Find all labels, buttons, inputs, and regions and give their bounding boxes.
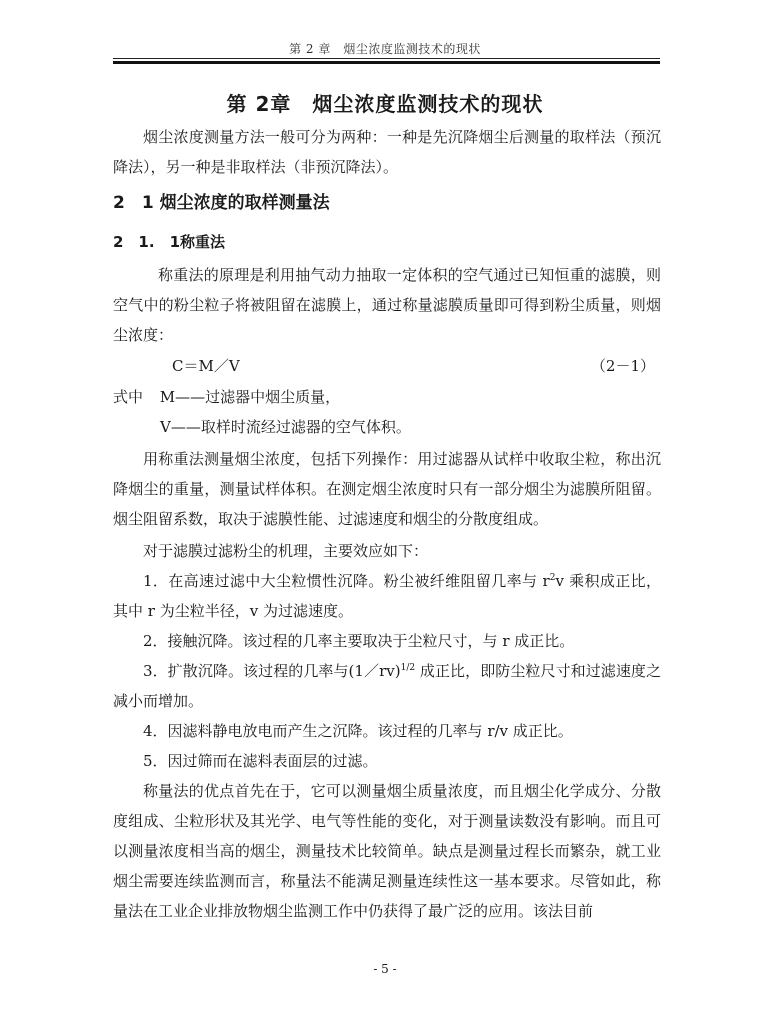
formula-number: （2－1） bbox=[590, 357, 655, 375]
chapter-title: 第 2章 烟尘浓度监测技术的现状 bbox=[226, 92, 544, 116]
m-definition: M——过滤器中烟尘质量， bbox=[159, 388, 341, 406]
mechanism-paragraph: 对于滤膜过滤粉尘的机理，主要效应如下： bbox=[143, 542, 429, 560]
formula-expression: C＝M／V bbox=[172, 357, 240, 375]
where-m-line bbox=[113, 386, 340, 407]
header-rule-thin bbox=[113, 58, 660, 59]
effect-item-3-text-a: 3．扩散沉降。该过程的几率与(1／rv) bbox=[143, 662, 401, 680]
principle-paragraph: 称重法的原理是利用抽气动力抽取一定体积的空气通过已知恒重的滤膜，则空气中的粉尘粒子将被阻留在滤膜上，通过称量滤膜质量即可得到粉尘质量，则烟尘浓度： bbox=[113, 266, 661, 344]
advantages-paragraph: 称量法的优点首先在于，它可以测量烟尘质量浓度，而且烟尘化学成分、分散度组成、尘粒形状及其光学、电气等性能的变化，对于测量读数没有影响。而且可以测量浓度相当高的烟尘，测量技术比较简单。缺点是测量过程长而繁杂，就工业烟尘需要连续监测而言，称量法不能满足测量连续性这一基本要求。尽管如此，称量法在工业企业排放物烟尘监测工作中仍获得了最广泛的应用。该法目前 bbox=[113, 782, 661, 920]
effect-item-1-text-b: v 乘积成正比，其中 r 为尘粒半径，v 为过滤速度。 bbox=[113, 572, 661, 620]
effect-item-5: 5．因过筛而在滤料表面层的过滤。 bbox=[143, 752, 378, 770]
where-lead: 式中 bbox=[113, 388, 144, 406]
formula-line bbox=[113, 355, 661, 379]
running-header: 第 2 章 烟尘浓度监测技术的现状 bbox=[289, 42, 481, 56]
effect-item-1-text-a: 1．在高速过滤中大尘粒惯性沉降。粉尘被纤维阻留几率与 r bbox=[143, 572, 550, 590]
effect-item-1-sup: 2 bbox=[549, 573, 556, 583]
section-heading-2-1-1: 2 1. 1称重法 bbox=[113, 233, 226, 251]
operations-paragraph: 用称重法测量烟尘浓度，包括下列操作：用过滤器从试样中收取尘粒，称出沉降烟尘的重量，测量试样体积。在测定烟尘浓度时只有一部分烟尘为滤膜所阻留。烟尘阻留系数，取决于滤膜性能、过滤速度和烟尘的分散度组成。 bbox=[113, 450, 661, 528]
effect-item-1 bbox=[113, 566, 661, 626]
intro-paragraph: 烟尘浓度测量方法一般可分为两种：一种是先沉降烟尘后测量的取样法（预沉降法），另一种是非取样法（非预沉降法）。 bbox=[113, 128, 661, 176]
effect-item-3-sup: 1/2 bbox=[400, 663, 416, 673]
effect-item-4: 4．因滤料静电放电而产生之沉降。该过程的几率与 r/v 成正比。 bbox=[143, 722, 573, 740]
effect-item-3 bbox=[113, 656, 661, 716]
effect-item-3-text-b: 成正比，即防尘粒尺寸和过滤速度之减小而增加。 bbox=[113, 662, 661, 710]
v-definition: V——取样时流经过滤器的空气体积。 bbox=[160, 418, 411, 436]
effect-item-2: 2．接触沉降。该过程的几率主要取决于尘粒尺寸，与 r 成正比。 bbox=[143, 632, 575, 650]
section-heading-2-1: 2 1 烟尘浓度的取样测量法 bbox=[113, 193, 330, 213]
page-number: - 5 - bbox=[373, 962, 397, 976]
header-rule-thick bbox=[113, 61, 660, 64]
